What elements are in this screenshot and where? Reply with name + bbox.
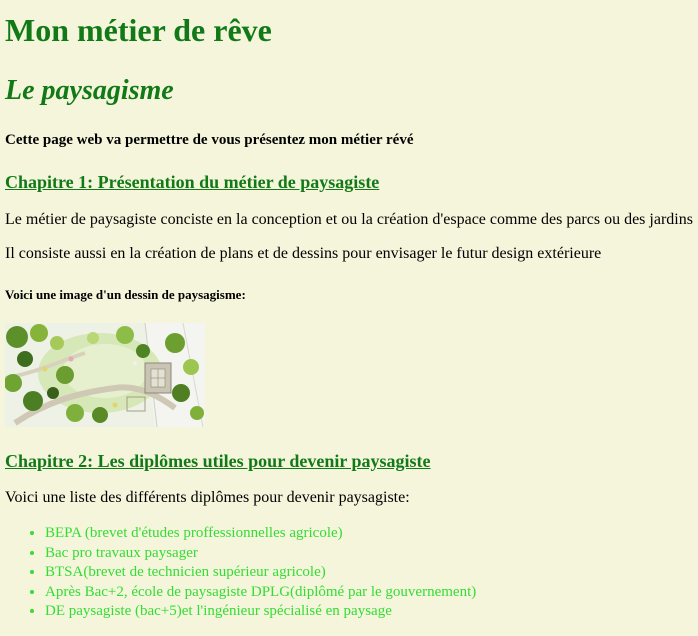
landscape-plan-image — [5, 323, 205, 427]
chapter-2-heading: Chapitre 2: Les diplômes utiles pour devenir paysagiste — [5, 451, 431, 471]
page-title: Mon métier de rêve — [5, 12, 272, 48]
chapter-1-paragraph: Le métier de paysagiste conciste en la conception et ou la création d'espace comme des parcs ou des jardins — [5, 211, 693, 228]
list-item: • BTSA(brevet de technicien supérieur agricole) — [45, 563, 476, 583]
page-subtitle: Le paysagisme — [5, 75, 174, 106]
chapter-2-intro: Voici une liste des différents diplômes pour devenir paysagiste: — [5, 489, 410, 506]
list-item: • Après Bac+2, école de paysagiste DPLG(diplômé par le gouvernement) — [45, 583, 476, 603]
image-caption: Voici une image d'un dessin de paysagisme: — [5, 287, 246, 302]
intro-text: Cette page web va permettre de vous présentez mon métier révé — [5, 132, 414, 148]
list-item: • DE paysagiste (bac+5)et l'ingénieur spécialisé en paysage — [45, 602, 476, 622]
chapter-1-paragraph: Il consiste aussi en la création de plans et de dessins pour envisager le futur design extérieure — [5, 245, 602, 262]
list-item: • BEPA (brevet d'études proffessionnelles agricole) — [45, 524, 476, 544]
chapter-1-heading: Chapitre 1: Présentation du métier de paysagiste — [5, 172, 380, 192]
diploma-list — [0, 524, 476, 622]
list-item: • Bac pro travaux paysager — [45, 544, 476, 564]
